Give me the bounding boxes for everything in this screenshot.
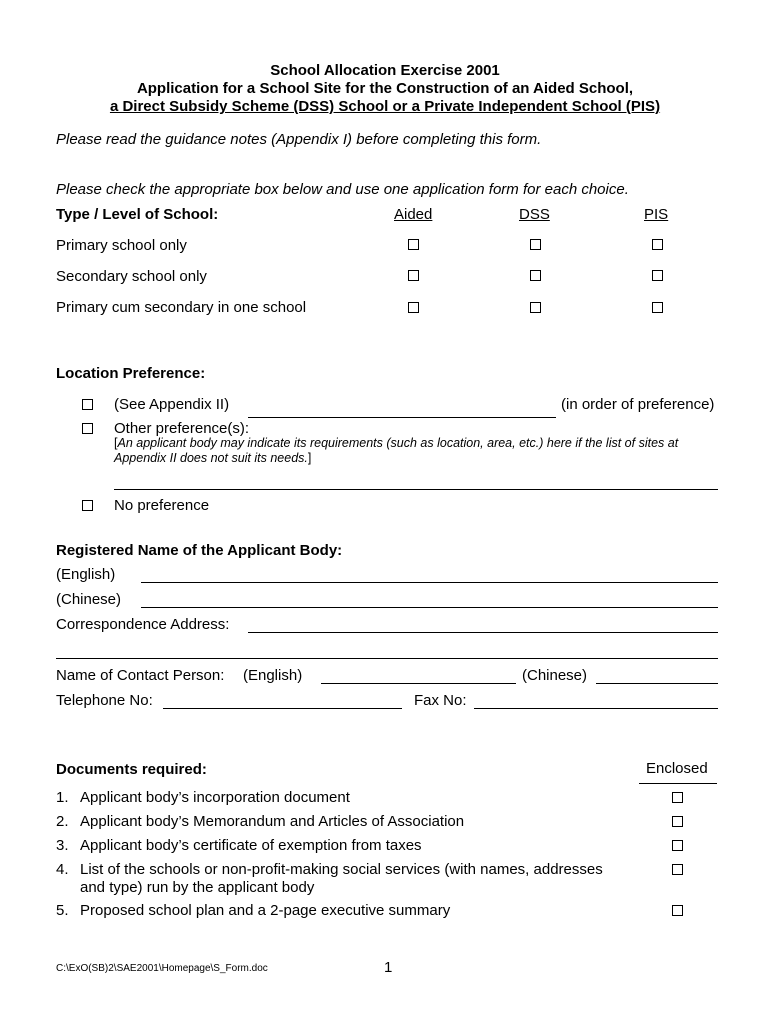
enclosed-label: Enclosed: [646, 760, 708, 777]
contact-english-label: (English): [243, 667, 303, 684]
type-level-heading: Type / Level of School:: [56, 206, 219, 223]
applicant-english-label: (English): [56, 566, 116, 583]
address-line-2[interactable]: [56, 658, 718, 659]
doc-5-num: 5.: [56, 902, 69, 919]
checkbox-see-appendix[interactable]: [82, 399, 93, 410]
contact-chinese-label: (Chinese): [522, 667, 588, 684]
checkbox-no-preference[interactable]: [82, 500, 93, 511]
applicant-heading: Registered Name of the Applicant Body:: [56, 542, 343, 559]
checkbox-doc-2[interactable]: [672, 816, 683, 827]
form-subtitle: Application for a School Site for the Construction of an Aided School,: [136, 80, 634, 97]
other-preference-line[interactable]: [114, 489, 718, 490]
applicant-chinese-line[interactable]: [141, 607, 718, 608]
order-of-preference-label: (in order of preference): [561, 396, 715, 413]
checkbox-secondary-aided[interactable]: [408, 270, 419, 281]
other-preference-note: [An applicant body may indicate its requirements (such as location, area, etc.) here if the list of sites at Appendix II does not suit its needs.]: [114, 436, 679, 465]
contact-english-line[interactable]: [321, 683, 516, 684]
checkbox-cum-aided[interactable]: [408, 302, 419, 313]
contact-chinese-line[interactable]: [596, 683, 718, 684]
guidance-note: Please read the guidance notes (Appendix I) before completing this form.: [56, 131, 542, 148]
doc-3-text: Applicant body’s certificate of exemption from taxes: [80, 837, 422, 854]
doc-4-text-continued: and type) run by the applicant body: [80, 879, 315, 896]
checkbox-primary-dss[interactable]: [530, 239, 541, 250]
row-secondary-label: Secondary school only: [56, 268, 207, 285]
fax-line[interactable]: [474, 708, 718, 709]
telephone-label: Telephone No:: [56, 692, 153, 709]
address-line-1[interactable]: [248, 632, 718, 633]
doc-1-num: 1.: [56, 789, 69, 806]
checkbox-secondary-pis[interactable]: [652, 270, 663, 281]
checkbox-doc-5[interactable]: [672, 905, 683, 916]
checkbox-cum-pis[interactable]: [652, 302, 663, 313]
row-primary-cum-secondary-label: Primary cum secondary in one school: [56, 299, 307, 316]
doc-4-num: 4.: [56, 861, 69, 878]
doc-2-text: Applicant body’s Memorandum and Articles of Association: [80, 813, 465, 830]
other-preference-label: Other preference(s):: [114, 420, 250, 437]
check-instruction: Please check the appropriate box below and use one application form for each choice.: [56, 181, 629, 198]
checkbox-cum-dss[interactable]: [530, 302, 541, 313]
form-title: School Allocation Exercise 2001: [270, 62, 500, 79]
checkbox-doc-3[interactable]: [672, 840, 683, 851]
checkbox-secondary-dss[interactable]: [530, 270, 541, 281]
column-dss: DSS: [519, 206, 550, 223]
telephone-line[interactable]: [163, 708, 402, 709]
checkbox-primary-aided[interactable]: [408, 239, 419, 250]
doc-3-num: 3.: [56, 837, 69, 854]
column-pis: PIS: [644, 206, 669, 223]
doc-1-text: Applicant body’s incorporation document: [80, 789, 350, 806]
no-preference-label: No preference: [114, 497, 210, 514]
contact-person-label: Name of Contact Person:: [56, 667, 225, 684]
page-number: 1: [384, 959, 393, 976]
doc-4-text: List of the schools or non-profit-making social services (with names, addresses: [80, 861, 603, 878]
see-appendix-label: (See Appendix II): [114, 396, 230, 413]
address-label: Correspondence Address:: [56, 616, 230, 633]
row-primary-label: Primary school only: [56, 237, 187, 254]
checkbox-other-preference[interactable]: [82, 423, 93, 434]
location-heading: Location Preference:: [56, 365, 206, 382]
fax-label: Fax No:: [414, 692, 467, 709]
checkbox-primary-pis[interactable]: [652, 239, 663, 250]
column-aided: Aided: [394, 206, 433, 223]
documents-heading: Documents required:: [56, 761, 207, 778]
form-subtitle-underlined: a Direct Subsidy Scheme (DSS) School or a Private Independent School (PIS): [109, 98, 661, 115]
appendix-site-line[interactable]: [248, 417, 556, 418]
doc-2-num: 2.: [56, 813, 69, 830]
enclosed-divider: [639, 783, 717, 784]
applicant-chinese-label: (Chinese): [56, 591, 122, 608]
checkbox-doc-1[interactable]: [672, 792, 683, 803]
footer-file-path: C:\ExO(SB)2\SAE2001\Homepage\S_Form.doc: [56, 963, 268, 974]
checkbox-doc-4[interactable]: [672, 864, 683, 875]
applicant-english-line[interactable]: [141, 582, 718, 583]
doc-5-text: Proposed school plan and a 2-page executive summary: [80, 902, 451, 919]
